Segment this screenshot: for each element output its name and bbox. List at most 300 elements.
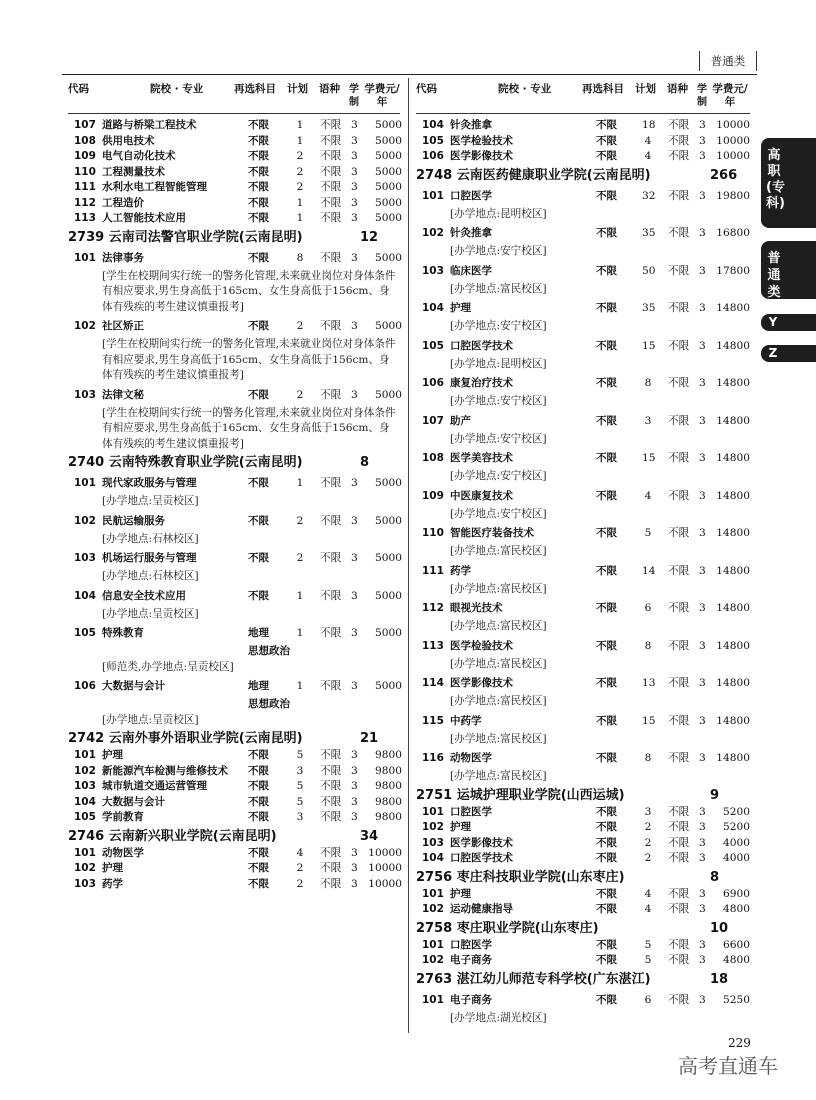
fee: 5000 — [375, 181, 402, 193]
major-name: 大数据与会计 — [102, 795, 165, 808]
top-rule — [62, 74, 757, 75]
years: 3 — [351, 862, 358, 874]
language: 不限 — [668, 639, 690, 652]
major-row — [68, 795, 400, 811]
major-row — [416, 887, 750, 903]
plan-count: 14 — [642, 564, 656, 577]
major-code: 111 — [74, 181, 96, 193]
fee: 9800 — [375, 811, 402, 823]
table-header — [68, 80, 400, 114]
major-code: 103 — [74, 552, 96, 564]
fee: 4000 — [723, 852, 750, 864]
left-column — [68, 80, 400, 892]
major-name: 医学美容技术 — [450, 452, 513, 464]
major-row — [416, 447, 750, 469]
major-row — [68, 585, 400, 607]
major-code: 105 — [74, 811, 96, 823]
major-code: 101 — [422, 938, 444, 951]
school-name: 枣庄职业学院(山东枣庄) — [456, 920, 599, 936]
plan-count: 1 — [296, 134, 304, 147]
plan-count: 5 — [644, 938, 652, 951]
language: 不限 — [320, 514, 342, 527]
fee: 5000 — [375, 627, 402, 639]
subject-requirement: 不限 — [596, 836, 617, 849]
language: 不限 — [320, 877, 342, 890]
table-header — [416, 80, 750, 114]
years: 3 — [351, 589, 358, 602]
language: 不限 — [668, 302, 690, 314]
major-row — [416, 260, 750, 282]
years: 3 — [699, 489, 706, 502]
years: 3 — [699, 836, 706, 849]
language: 不限 — [668, 993, 690, 1006]
fee: 14800 — [716, 602, 750, 614]
years: 3 — [699, 821, 706, 833]
subject-requirement: 思想政治 — [248, 645, 290, 657]
fee: 14800 — [716, 677, 750, 689]
fee: 5000 — [375, 196, 402, 209]
header-plan: 计划 — [635, 83, 656, 95]
major-name: 运动健康指导 — [450, 903, 513, 915]
major-name: 社区矫正 — [102, 320, 144, 332]
plan-count: 2 — [296, 150, 304, 162]
major-code: 106 — [422, 150, 444, 162]
subject-requirement: 不限 — [248, 251, 269, 264]
years: 3 — [351, 251, 358, 264]
subject-requirement: 不限 — [248, 589, 269, 602]
school-name: 云南医药健康职业学院(云南昆明) — [456, 167, 651, 183]
fee: 10000 — [716, 150, 750, 162]
school-row — [68, 828, 400, 846]
major-row — [416, 372, 750, 394]
major-row — [416, 222, 750, 244]
major-row — [416, 410, 750, 432]
major-row — [68, 675, 400, 697]
subject-requirement: 不限 — [248, 196, 269, 209]
language: 不限 — [320, 552, 342, 564]
language: 不限 — [320, 627, 342, 639]
subject-requirement: 地理 — [248, 627, 269, 639]
language: 不限 — [668, 714, 690, 727]
school-code: 2751 — [416, 787, 453, 803]
language: 不限 — [320, 150, 342, 162]
language: 不限 — [320, 780, 342, 792]
school-plan: 8 — [710, 869, 720, 885]
school-code: 2740 — [68, 455, 105, 470]
fee: 5000 — [375, 212, 402, 224]
plan-count: 3 — [644, 414, 652, 427]
major-code: 109 — [74, 150, 96, 162]
fee: 9800 — [375, 764, 402, 777]
major-name: 电子商务 — [450, 954, 492, 966]
major-name: 护理 — [102, 749, 123, 761]
note-text: [办学地点:安宁校区] — [450, 432, 547, 445]
fee: 10000 — [716, 134, 750, 147]
years: 3 — [699, 189, 706, 202]
language: 不限 — [320, 134, 342, 147]
plan-count: 4 — [644, 903, 652, 915]
major-code: 102 — [74, 764, 96, 777]
major-code: 104 — [74, 589, 96, 602]
major-code: 106 — [74, 680, 96, 692]
note-text: [办学地点:富民校区] — [450, 545, 547, 557]
language: 不限 — [320, 477, 342, 489]
years: 3 — [351, 320, 358, 332]
years: 3 — [351, 477, 358, 489]
language: 不限 — [668, 938, 690, 951]
plan-count: 2 — [296, 552, 304, 564]
note-text: [办学地点:呈贡校区] — [102, 607, 199, 620]
subject-requirement: 不限 — [596, 414, 617, 427]
subject-requirement: 不限 — [596, 564, 617, 577]
fee: 4800 — [723, 903, 750, 915]
years: 3 — [351, 150, 358, 162]
major-code: 105 — [422, 134, 444, 147]
header-language: 语种 — [667, 83, 688, 95]
subject-requirement: 不限 — [248, 552, 269, 564]
plan-count: 2 — [296, 320, 304, 332]
school-row — [416, 971, 750, 989]
major-name: 医学检验技术 — [450, 639, 513, 652]
note-text: [办学地点:安宁校区] — [450, 395, 547, 407]
plan-count: 5 — [644, 954, 652, 966]
language: 不限 — [320, 680, 342, 692]
language: 不限 — [320, 795, 342, 808]
school-row — [416, 167, 750, 185]
fee: 4800 — [723, 954, 750, 966]
major-code: 102 — [422, 903, 444, 915]
major-name: 护理 — [102, 862, 123, 874]
years: 3 — [699, 452, 706, 464]
major-code: 110 — [422, 527, 444, 539]
major-row — [68, 622, 400, 644]
years: 3 — [351, 514, 358, 527]
subject-requirement: 不限 — [248, 320, 269, 332]
major-code: 101 — [74, 251, 96, 264]
language: 不限 — [668, 134, 690, 147]
subject-requirement: 不限 — [596, 821, 617, 833]
plan-count: 2 — [644, 836, 652, 849]
major-code: 106 — [422, 377, 444, 389]
header-code: 代码 — [416, 83, 437, 95]
subject-requirement: 不限 — [596, 227, 617, 239]
major-name: 水利水电工程智能管理 — [102, 181, 207, 193]
major-row — [416, 938, 750, 954]
years: 3 — [699, 564, 706, 577]
years: 3 — [699, 938, 706, 951]
language: 不限 — [668, 852, 690, 864]
major-code: 102 — [422, 227, 444, 239]
major-name: 口腔医学 — [450, 938, 492, 951]
years: 3 — [699, 264, 706, 277]
subject-requirement: 不限 — [596, 805, 617, 818]
subject-requirement: 不限 — [596, 993, 617, 1006]
plan-count: 4 — [644, 887, 652, 900]
major-name: 护理 — [450, 302, 471, 314]
plan-count: 15 — [642, 452, 656, 464]
major-code: 102 — [422, 821, 444, 833]
fee: 5200 — [723, 821, 750, 833]
major-name: 信息安全技术应用 — [102, 589, 186, 602]
major-name: 工程测量技术 — [102, 165, 165, 178]
years: 3 — [351, 680, 358, 692]
major-row — [68, 165, 400, 181]
fee: 14800 — [716, 564, 750, 577]
language: 不限 — [668, 887, 690, 900]
language: 不限 — [320, 862, 342, 874]
school-plan: 12 — [360, 229, 379, 245]
note-text: [办学地点:富民校区] — [450, 770, 547, 782]
major-name: 医学影像技术 — [450, 836, 513, 849]
note-text: [办学地点:富民校区] — [450, 620, 547, 632]
major-row — [68, 510, 400, 532]
plan-count: 2 — [644, 821, 652, 833]
major-code: 112 — [74, 196, 96, 209]
major-row — [416, 185, 750, 207]
language: 不限 — [668, 821, 690, 833]
years: 3 — [699, 302, 706, 314]
major-row — [416, 522, 750, 544]
years: 3 — [699, 752, 706, 764]
language: 不限 — [668, 564, 690, 577]
major-row — [68, 196, 400, 212]
plan-count: 1 — [296, 477, 304, 489]
school-plan: 34 — [360, 828, 379, 844]
subject-requirement: 不限 — [596, 677, 617, 689]
years: 3 — [699, 602, 706, 614]
right-column — [416, 80, 750, 1026]
school-row — [416, 869, 750, 887]
plan-count: 2 — [296, 165, 304, 178]
plan-count: 3 — [296, 811, 304, 823]
fee: 5000 — [375, 134, 402, 147]
fee: 5000 — [375, 150, 402, 162]
language: 不限 — [668, 805, 690, 818]
language: 不限 — [668, 752, 690, 764]
school-plan: 10 — [710, 920, 729, 936]
major-code: 101 — [422, 189, 444, 202]
subject-requirement: 不限 — [248, 119, 269, 131]
category-label: 普通类 — [699, 51, 757, 71]
major-name: 临床医学 — [450, 264, 492, 277]
major-row — [68, 877, 400, 893]
note-text: [办学地点:昆明校区] — [450, 357, 547, 370]
school-row — [416, 787, 750, 805]
fee: 14800 — [716, 302, 750, 314]
fee: 14800 — [716, 452, 750, 464]
major-name: 药学 — [102, 877, 123, 890]
subject-requirement: 不限 — [248, 165, 269, 178]
years: 3 — [699, 527, 706, 539]
major-code: 103 — [74, 388, 96, 401]
language: 不限 — [668, 903, 690, 915]
plan-count: 4 — [644, 134, 652, 147]
language: 不限 — [668, 489, 690, 502]
header-years: 学制 — [697, 84, 707, 108]
school-row — [68, 454, 400, 472]
plan-count: 1 — [296, 212, 304, 224]
school-name: 云南司法警官职业学院(云南昆明) — [108, 229, 303, 245]
major-name: 眼视光技术 — [450, 602, 503, 614]
plan-count: 2 — [296, 388, 304, 401]
subject-requirement: 不限 — [248, 181, 269, 193]
subject-requirement: 不限 — [596, 489, 617, 502]
major-name: 新能源汽车检测与维修技术 — [102, 764, 228, 777]
language: 不限 — [668, 339, 690, 352]
plan-count: 8 — [644, 377, 652, 389]
major-name: 电子商务 — [450, 993, 492, 1006]
plan-count: 1 — [296, 627, 304, 639]
major-name: 法律事务 — [102, 251, 144, 264]
major-name: 供用电技术 — [102, 134, 155, 147]
language: 不限 — [668, 954, 690, 966]
school-name: 云南特殊教育职业学院(云南昆明) — [108, 455, 303, 470]
fee: 14800 — [716, 714, 750, 727]
major-name: 法律文秘 — [102, 388, 144, 401]
fee: 5200 — [723, 805, 750, 818]
major-name: 工程造价 — [102, 196, 144, 209]
school-name: 云南外事外语职业学院(云南昆明) — [108, 731, 303, 746]
years: 3 — [351, 212, 358, 224]
fee: 9800 — [375, 780, 402, 792]
school-row — [416, 920, 750, 938]
major-code: 114 — [422, 677, 444, 689]
subject-requirement: 不限 — [248, 846, 269, 859]
header-subject: 再选科目 — [582, 83, 624, 95]
subject-requirement: 不限 — [596, 134, 617, 147]
major-code: 115 — [422, 714, 444, 727]
left-table-body — [68, 118, 400, 892]
school-plan: 21 — [360, 731, 379, 746]
major-row — [68, 149, 400, 165]
major-name: 智能医疗装备技术 — [450, 527, 534, 539]
major-name: 城市轨道交通运营管理 — [102, 780, 207, 792]
fee: 5000 — [375, 119, 402, 131]
subject-requirement: 不限 — [248, 780, 269, 792]
major-row — [68, 134, 400, 150]
major-name: 动物医学 — [450, 752, 492, 764]
plan-count: 35 — [642, 302, 656, 314]
fee: 4000 — [723, 836, 750, 849]
fee: 5000 — [375, 388, 402, 401]
major-code: 101 — [422, 993, 444, 1006]
language: 不限 — [320, 165, 342, 178]
language: 不限 — [320, 196, 342, 209]
major-row — [416, 989, 750, 1011]
header-name: 院校 · 专业 — [150, 83, 204, 95]
major-code: 101 — [422, 805, 444, 818]
subject-requirement: 不限 — [248, 795, 269, 808]
header-years: 学制 — [349, 84, 359, 108]
subject-requirement: 不限 — [596, 887, 617, 900]
major-code: 113 — [74, 212, 96, 224]
plan-count: 2 — [644, 852, 652, 864]
fee: 14800 — [716, 339, 750, 352]
language: 不限 — [668, 189, 690, 202]
page-number: 229 — [728, 1036, 751, 1050]
years: 3 — [699, 677, 706, 689]
major-name: 针灸推拿 — [450, 119, 492, 131]
major-code: 102 — [74, 862, 96, 874]
major-code: 112 — [422, 602, 444, 614]
column-divider — [408, 78, 409, 1033]
school-name: 枣庄科技职业学院(山东枣庄) — [456, 869, 625, 885]
major-row — [68, 472, 400, 494]
years: 3 — [699, 414, 706, 427]
subject-requirement: 不限 — [596, 452, 617, 464]
fee: 19800 — [716, 189, 750, 202]
subject-requirement: 不限 — [248, 477, 269, 489]
note-text: [办学地点:富民校区] — [450, 732, 547, 745]
major-code: 101 — [422, 887, 444, 900]
subject-requirement: 不限 — [596, 150, 617, 162]
school-code: 2758 — [416, 920, 453, 936]
fee: 5000 — [375, 514, 402, 527]
major-row — [416, 134, 750, 150]
header-fee: 学费元/年 — [364, 83, 400, 108]
major-row — [68, 846, 400, 862]
subject-requirement: 不限 — [248, 150, 269, 162]
subject-requirement: 不限 — [596, 189, 617, 202]
years: 3 — [699, 954, 706, 966]
major-row — [416, 820, 750, 836]
major-row — [416, 805, 750, 821]
subject-requirement: 不限 — [596, 954, 617, 966]
plan-count: 35 — [642, 227, 656, 239]
plan-count: 5 — [296, 749, 304, 761]
side-tab-label: 高职(专科) — [766, 148, 785, 211]
subject-requirement: 思想政治 — [248, 698, 290, 710]
major-name: 口腔医学 — [450, 805, 492, 818]
major-row — [416, 953, 750, 969]
subject-requirement: 不限 — [248, 862, 269, 874]
language: 不限 — [320, 388, 342, 401]
years: 3 — [351, 877, 358, 890]
subject-requirement: 不限 — [248, 749, 269, 761]
language: 不限 — [320, 749, 342, 761]
subject-requirement: 不限 — [248, 134, 269, 147]
school-code: 2748 — [416, 167, 453, 183]
major-code: 103 — [422, 264, 444, 277]
language: 不限 — [668, 677, 690, 689]
language: 不限 — [320, 846, 342, 859]
major-row — [416, 710, 750, 732]
major-code: 104 — [422, 119, 444, 131]
note-text: [办学地点:昆明校区] — [450, 207, 547, 220]
school-plan: 18 — [710, 971, 729, 987]
subject-requirement: 地理 — [248, 680, 269, 692]
fee: 14800 — [716, 414, 750, 427]
header-language: 语种 — [319, 83, 340, 95]
plan-count: 6 — [644, 993, 652, 1006]
major-code: 102 — [422, 954, 444, 966]
major-row — [68, 180, 400, 196]
fee: 16800 — [716, 227, 750, 239]
fee: 10000 — [368, 862, 402, 874]
years: 3 — [351, 795, 358, 808]
major-name: 医学影像技术 — [450, 677, 513, 689]
fee: 5000 — [375, 680, 402, 692]
note-text: [办学地点:富民校区] — [450, 282, 547, 295]
note-text: [师范类,办学地点:呈贡校区] — [102, 660, 234, 673]
school-name: 湛江幼儿师范专科学校(广东湛江) — [456, 971, 651, 987]
plan-count: 15 — [642, 339, 656, 352]
major-row — [68, 384, 400, 406]
major-code: 111 — [422, 564, 444, 577]
plan-count: 1 — [296, 589, 304, 602]
major-row — [68, 810, 400, 826]
fee: 10000 — [368, 846, 402, 859]
